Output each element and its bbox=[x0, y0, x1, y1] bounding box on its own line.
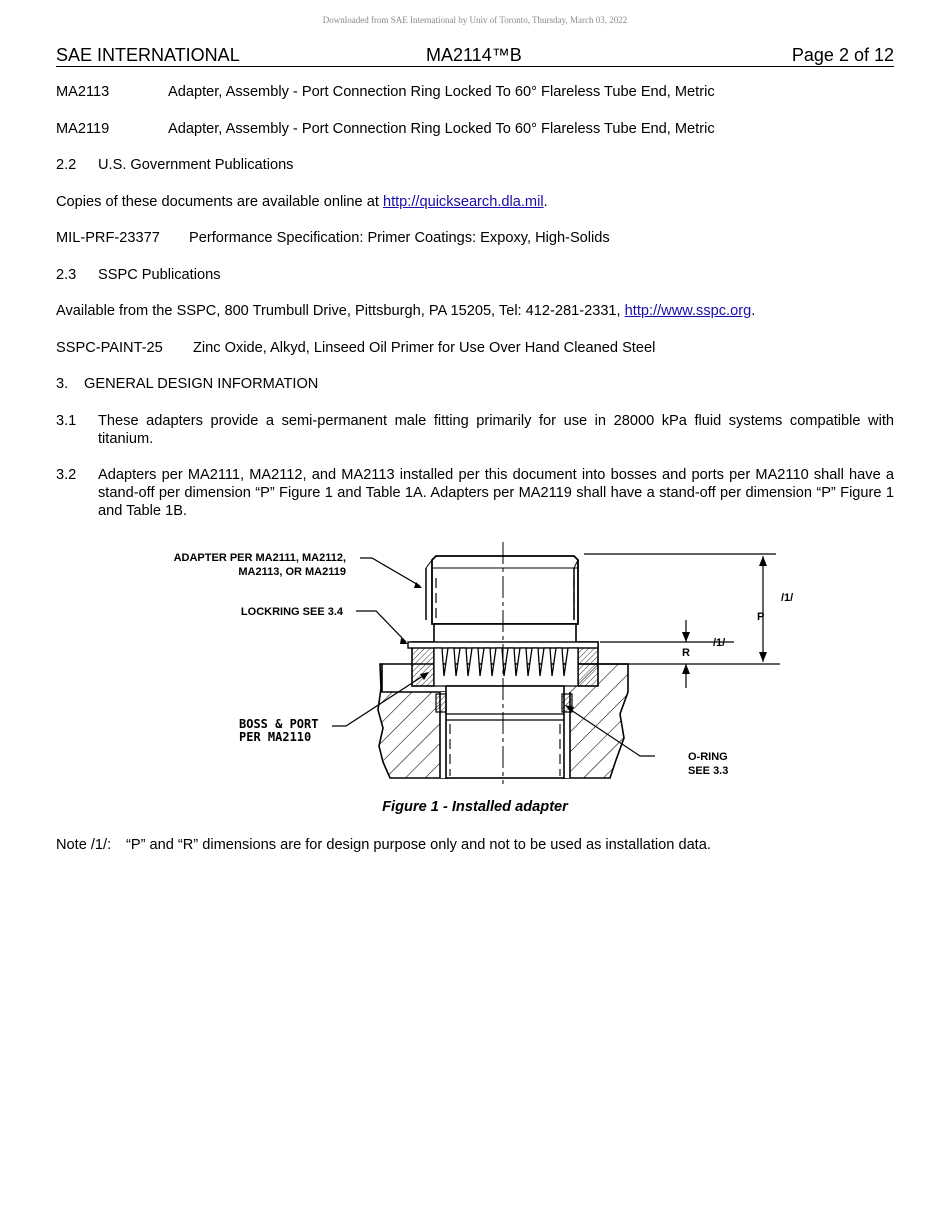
reference-mil-prf-23377 bbox=[56, 229, 894, 247]
section-title: GENERAL DESIGN INFORMATION bbox=[84, 376, 319, 392]
label-boss-line2: PER MA2110 bbox=[239, 730, 312, 744]
label-adapter-line2: MA2113, OR MA2119 bbox=[238, 566, 346, 578]
copies-paragraph bbox=[56, 193, 548, 211]
reference-title: Performance Specification: Primer Coatings: Expoxy, High-Solids bbox=[189, 230, 610, 246]
adapter-hex bbox=[432, 556, 578, 624]
header-page-number: Page 2 of 12 bbox=[791, 45, 894, 65]
adapter-neck bbox=[434, 624, 576, 644]
reference-ma2119 bbox=[56, 120, 894, 138]
paragraph-text: Adapters per MA2111, MA2112, and MA2113 installed per this document into bosses and ports per MA2110 shall have a stand-off per dimension “P” Figure 1 and Table 1A. Adapters per MA2119 shall have a stand-off per dimension “P” Figure 1 and Table 1B. bbox=[98, 467, 894, 519]
page-header bbox=[56, 44, 894, 67]
label-boss-line1: BOSS & PORT bbox=[239, 717, 319, 731]
section-number: 3. bbox=[56, 376, 69, 392]
label-adapter-line1: ADAPTER PER MA2111, MA2112, bbox=[173, 552, 346, 564]
reference-ma2113 bbox=[56, 83, 894, 101]
available-text: Available from the SSPC, 800 Trumbull Drive, Pittsburgh, PA 15205, Tel: 412-281-2331, bbox=[56, 303, 625, 319]
reference-id: MA2119 bbox=[56, 121, 110, 137]
figure-installed-adapter bbox=[150, 538, 800, 788]
adapter-drawing bbox=[150, 538, 800, 788]
reference-title: Adapter, Assembly - Port Connection Ring Locked To 60° Flareless Tube End, Metric bbox=[168, 121, 715, 137]
quicksearch-link[interactable]: http://quicksearch.dla.mil bbox=[382, 194, 544, 210]
header-doc-number: MA2114™B bbox=[426, 45, 522, 65]
copies-suffix: . bbox=[543, 194, 548, 210]
serrations bbox=[434, 648, 578, 686]
section-number: 2.2 bbox=[56, 157, 77, 173]
section-title: U.S. Government Publications bbox=[98, 157, 294, 173]
paragraph-3-1 bbox=[56, 412, 894, 448]
paragraph-number: 3.2 bbox=[56, 467, 77, 483]
reference-title: Adapter, Assembly - Port Connection Ring Locked To 60° Flareless Tube End, Metric bbox=[168, 84, 715, 100]
reference-id: MA2113 bbox=[56, 84, 110, 100]
paragraph-number: 3.1 bbox=[56, 413, 77, 429]
note-paragraph bbox=[56, 836, 894, 854]
sspc-link[interactable]: http://www.sspc.org bbox=[624, 303, 752, 319]
o-ring-left bbox=[436, 694, 446, 712]
section-2-3-heading bbox=[56, 266, 894, 284]
copies-text: Copies of these documents are available online at bbox=[56, 194, 383, 210]
section-2-2-heading bbox=[56, 156, 894, 174]
figure-caption: Figure 1 - Installed adapter bbox=[382, 799, 568, 815]
label-lockring: LOCKRING SEE 3.4 bbox=[240, 606, 343, 618]
section-number: 2.3 bbox=[56, 267, 77, 283]
available-suffix: . bbox=[751, 303, 756, 319]
note-r: /1/ bbox=[713, 637, 726, 649]
reference-id: MIL-PRF-23377 bbox=[56, 230, 160, 246]
reference-sspc-paint-25 bbox=[56, 339, 894, 357]
section-title: SSPC Publications bbox=[98, 267, 221, 283]
adapter-shank bbox=[446, 686, 564, 778]
dimension-r: R bbox=[682, 647, 690, 659]
label-oring-line2: SEE 3.3 bbox=[688, 765, 729, 777]
note-text: “P” and “R” dimensions are for design purpose only and not to be used as installation data. bbox=[126, 837, 711, 853]
dimension-p: P bbox=[757, 611, 765, 623]
reference-title: Zinc Oxide, Alkyd, Linseed Oil Primer for Use Over Hand Cleaned Steel bbox=[193, 340, 656, 356]
section-3-heading bbox=[56, 375, 894, 393]
note-label: Note /1/: bbox=[56, 837, 112, 853]
download-banner: Downloaded from SAE International by Univ of Toronto, Thursday, March 03, 2022 bbox=[322, 15, 628, 25]
note-p: /1/ bbox=[781, 592, 794, 604]
label-oring-line1: O-RING bbox=[688, 751, 728, 763]
paragraph-3-2 bbox=[56, 466, 894, 520]
paragraph-text: These adapters provide a semi-permanent male fitting primarily for use in 28000 kPa fluid systems compatible with titanium. bbox=[98, 413, 894, 447]
available-paragraph bbox=[56, 302, 755, 320]
header-org: SAE INTERNATIONAL bbox=[56, 45, 240, 65]
reference-id: SSPC-PAINT-25 bbox=[56, 340, 163, 356]
